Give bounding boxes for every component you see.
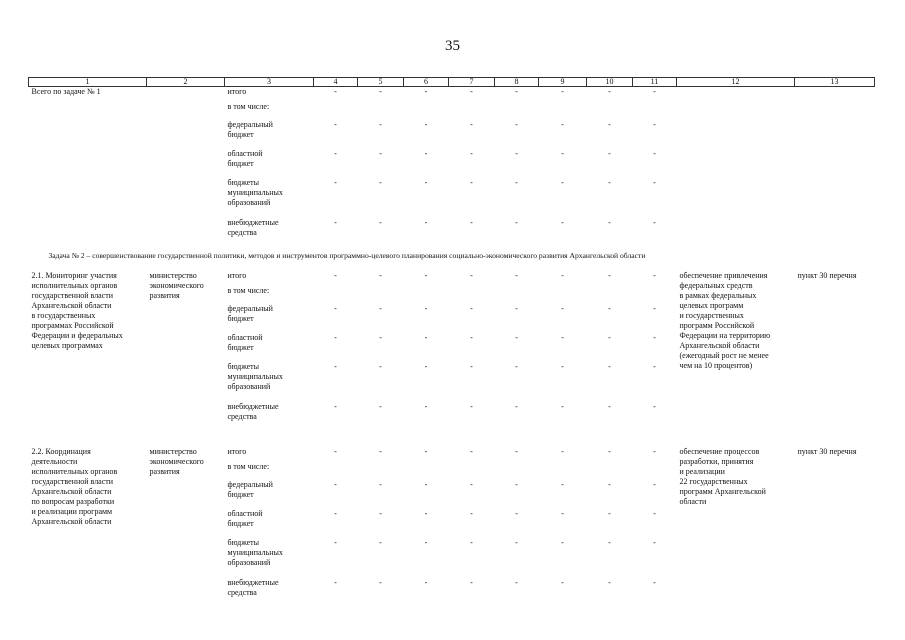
value-cell: - (653, 149, 656, 158)
text-line: министерство (149, 447, 197, 456)
text-line: развития (149, 291, 180, 300)
text-line: в том числе: (227, 286, 270, 295)
value-cell: - (561, 578, 564, 587)
column-header-3: 3 (225, 78, 314, 87)
value-cell: - (653, 304, 656, 313)
funding-source (225, 149, 314, 178)
value-cell: - (561, 447, 564, 456)
column-header-12: 12 (677, 78, 795, 87)
value-cell: - (515, 149, 518, 158)
funding-source (225, 480, 314, 509)
executor (147, 447, 225, 607)
value-cell: - (515, 538, 518, 547)
text-line: исполнительных органов (31, 467, 118, 476)
reference (795, 87, 875, 248)
text-line: Архангельской области (679, 341, 760, 350)
value-cell: - (424, 362, 428, 371)
value-cell: - (379, 304, 382, 313)
text-line: бюджеты (227, 362, 260, 371)
value-cell: - (424, 480, 428, 489)
value-cell: - (515, 271, 518, 280)
spacer-row (29, 431, 875, 447)
task-2-row (29, 247, 875, 271)
text-line: федеральных средств (679, 281, 753, 290)
value-cell (587, 102, 633, 120)
value-cell: - (424, 271, 428, 280)
text-line: обеспечение процессов (679, 447, 760, 456)
value-cell: - (608, 120, 611, 129)
value-cell: - (608, 87, 611, 96)
value-cell: - (515, 509, 518, 518)
funding-source (225, 509, 314, 538)
value-cell: - (515, 362, 518, 371)
value-cell: - (379, 333, 382, 342)
text-line: муниципальных (227, 188, 283, 197)
value-cell: - (379, 480, 382, 489)
expected-result (677, 87, 795, 248)
text-line: бюджет (227, 343, 254, 352)
value-cell: - (653, 271, 656, 280)
value-cell (404, 462, 449, 480)
value-cell: - (515, 402, 518, 411)
column-header-2: 2 (147, 78, 225, 87)
value-cell: - (561, 480, 564, 489)
value-cell: - (424, 304, 428, 313)
value-cell: - (561, 362, 564, 371)
value-cell: - (608, 333, 611, 342)
value-cell: - (653, 333, 656, 342)
value-cell: - (608, 271, 611, 280)
text-line: целевых программах (31, 341, 103, 350)
value-cell (314, 102, 358, 120)
value-cell: - (424, 218, 428, 227)
value-cell (358, 286, 404, 304)
value-cell: - (561, 218, 564, 227)
value-cell (587, 286, 633, 304)
value-cell: - (608, 538, 611, 547)
text-line: программ Российской (679, 321, 755, 330)
text-line: Архангельской области (31, 517, 112, 526)
text-line: бюджеты (227, 178, 260, 187)
value-cell: - (653, 402, 656, 411)
value-cell: - (470, 402, 473, 411)
value-cell: - (561, 149, 564, 158)
value-cell: - (424, 447, 428, 456)
value-cell: - (515, 480, 518, 489)
value-cell (633, 102, 677, 120)
funding-source (225, 578, 314, 607)
text-line: федеральный (227, 304, 273, 313)
value-cell: - (653, 538, 656, 547)
value-cell: - (334, 447, 337, 456)
column-header-7: 7 (449, 78, 495, 87)
column-header-10: 10 (587, 78, 633, 87)
value-cell: - (379, 120, 382, 129)
value-cell: - (379, 509, 382, 518)
text-line: образований (227, 198, 271, 207)
value-cell: - (334, 509, 337, 518)
value-cell: - (424, 509, 428, 518)
value-cell: - (379, 218, 382, 227)
value-cell: - (653, 218, 656, 227)
text-line: 22 государственных (679, 477, 748, 486)
value-cell: - (515, 178, 518, 187)
text-line: развития (149, 467, 180, 476)
value-cell: - (334, 87, 337, 96)
value-cell: - (653, 178, 656, 187)
text-line: бюджет (227, 490, 254, 499)
value-cell: - (334, 538, 337, 547)
value-cell: - (470, 578, 473, 587)
value-cell (404, 286, 449, 304)
value-cell: - (424, 402, 428, 411)
text-line: бюджет (227, 314, 254, 323)
value-cell: - (334, 120, 337, 129)
value-cell: - (608, 218, 611, 227)
funding-source (225, 102, 314, 120)
column-header-5: 5 (358, 78, 404, 87)
funding-source (225, 286, 314, 304)
funding-source (225, 462, 314, 480)
value-cell: - (608, 362, 611, 371)
text-line: бюджет (227, 130, 254, 139)
value-cell (495, 286, 539, 304)
value-cell (633, 462, 677, 480)
value-cell: - (470, 447, 473, 456)
value-cell: - (561, 538, 564, 547)
value-cell: - (470, 333, 473, 342)
text-line: муниципальных (227, 548, 283, 557)
funding-source (225, 333, 314, 362)
text-line: государственной власти (31, 291, 114, 300)
value-cell: - (424, 87, 428, 96)
column-header-13: 13 (795, 78, 875, 87)
value-cell: - (608, 578, 611, 587)
funding-source (225, 218, 314, 247)
activity-name: Всего по задаче № 1 (31, 87, 101, 96)
value-cell: - (424, 333, 428, 342)
value-cell: - (334, 362, 337, 371)
value-cell: - (424, 149, 428, 158)
text-line: и государственных (679, 311, 744, 320)
funding-source (225, 538, 314, 578)
page-number: 35 (445, 38, 460, 54)
reference: пункт 30 перечня (797, 447, 857, 456)
value-cell (449, 102, 495, 120)
value-cell: - (470, 362, 473, 371)
text-line: государственной власти (31, 477, 114, 486)
text-line: в государственных (31, 311, 96, 320)
value-cell: - (515, 447, 518, 456)
value-cell (404, 102, 449, 120)
funding-source (225, 271, 314, 286)
value-cell: - (424, 178, 428, 187)
value-cell: - (379, 178, 382, 187)
text-line: внебюджетные (227, 578, 279, 587)
value-cell: - (334, 178, 337, 187)
value-cell: - (653, 87, 656, 96)
text-line: образований (227, 382, 271, 391)
value-cell: - (379, 402, 382, 411)
funding-source (225, 447, 314, 462)
value-cell: - (470, 304, 473, 313)
value-cell (314, 286, 358, 304)
value-cell (495, 462, 539, 480)
text-line: итого (227, 87, 247, 96)
value-cell: - (561, 402, 564, 411)
value-cell (495, 102, 539, 120)
value-cell: - (561, 509, 564, 518)
text-line: средства (227, 228, 257, 237)
column-header-6: 6 (404, 78, 449, 87)
text-line: областной (227, 149, 263, 158)
value-cell: - (379, 362, 382, 371)
text-line: деятельности (31, 457, 78, 466)
text-line: и реализации (679, 467, 725, 476)
value-cell: - (379, 538, 382, 547)
value-cell (358, 102, 404, 120)
value-cell: - (334, 218, 337, 227)
value-cell: - (470, 87, 473, 96)
executor (147, 87, 225, 248)
text-line: программах Российской (31, 321, 114, 330)
value-cell: - (379, 447, 382, 456)
value-cell: - (515, 304, 518, 313)
text-line: 2.1. Мониторинг участия (31, 271, 117, 280)
value-cell (314, 462, 358, 480)
value-cell: - (608, 509, 611, 518)
value-cell: - (334, 333, 337, 342)
value-cell: - (470, 149, 473, 158)
reference: пункт 30 перечня (797, 271, 857, 280)
value-cell (539, 286, 587, 304)
value-cell: - (334, 480, 337, 489)
value-cell: - (608, 402, 611, 411)
text-line: обеспечение привлечения (679, 271, 768, 280)
value-cell (449, 286, 495, 304)
value-cell: - (334, 578, 337, 587)
text-line: программ Архангельской (679, 487, 766, 496)
value-cell: - (653, 480, 656, 489)
funding-source (225, 87, 314, 103)
text-line: областной (227, 509, 263, 518)
text-line: в рамках федеральных (679, 291, 757, 300)
value-cell: - (470, 120, 473, 129)
value-cell (539, 102, 587, 120)
value-cell: - (561, 120, 564, 129)
value-cell: - (653, 120, 656, 129)
value-cell: - (424, 538, 428, 547)
activity-name (29, 447, 147, 607)
text-line: образований (227, 558, 271, 567)
funding-source (225, 402, 314, 431)
text-line: внебюджетные (227, 218, 279, 227)
text-line: 2.2. Координация (31, 447, 91, 456)
value-cell: - (470, 271, 473, 280)
text-line: областной (227, 333, 263, 342)
funding-source (225, 120, 314, 149)
text-line: внебюджетные (227, 402, 279, 411)
value-cell: - (379, 271, 382, 280)
text-line: итого (227, 271, 247, 280)
value-cell: - (470, 178, 473, 187)
value-cell: - (653, 362, 656, 371)
value-cell: - (424, 578, 428, 587)
value-cell: - (470, 538, 473, 547)
text-line: министерство (149, 271, 197, 280)
text-line: Федерации на территорию (679, 331, 771, 340)
text-line: экономического (149, 281, 204, 290)
funding-source (225, 362, 314, 402)
table-header-row (29, 78, 875, 87)
expected-result (677, 447, 795, 607)
value-cell: - (515, 218, 518, 227)
value-cell: - (608, 178, 611, 187)
text-line: федеральный (227, 480, 273, 489)
value-cell: - (608, 447, 611, 456)
text-line: чем на 10 процентов) (679, 361, 753, 370)
value-cell: - (561, 178, 564, 187)
text-line: бюджеты (227, 538, 260, 547)
text-line: области (679, 497, 707, 506)
task-2-title: Задача № 2 – совершенствование государственной политики, методов и инструментов программно-целевого планирования социально-экономического развития Архангельской области (48, 251, 646, 260)
column-header-4: 4 (314, 78, 358, 87)
text-line: итого (227, 447, 247, 456)
value-cell: - (379, 149, 382, 158)
executor (147, 271, 225, 431)
value-cell: - (653, 447, 656, 456)
text-line: в том числе: (227, 462, 270, 471)
value-cell: - (515, 120, 518, 129)
text-line: и реализации программ (31, 507, 113, 516)
text-line: Федерации и федеральных (31, 331, 123, 340)
activity-name (29, 271, 147, 431)
text-line: средства (227, 412, 257, 421)
value-cell: - (470, 509, 473, 518)
value-cell: - (608, 480, 611, 489)
text-line: федеральный (227, 120, 273, 129)
text-line: муниципальных (227, 372, 283, 381)
value-cell: - (334, 271, 337, 280)
text-line: средства (227, 588, 257, 597)
value-cell: - (653, 578, 656, 587)
value-cell: - (334, 402, 337, 411)
column-header-8: 8 (495, 78, 539, 87)
funding-source (225, 178, 314, 218)
value-cell: - (424, 120, 428, 129)
value-cell: - (608, 149, 611, 158)
value-cell (449, 462, 495, 480)
text-line: Архангельской области (31, 301, 112, 310)
value-cell: - (561, 87, 564, 96)
text-line: целевых программ (679, 301, 744, 310)
value-cell (358, 462, 404, 480)
value-cell: - (561, 304, 564, 313)
column-header-9: 9 (539, 78, 587, 87)
text-line: в том числе: (227, 102, 270, 111)
value-cell (587, 462, 633, 480)
value-cell: - (470, 218, 473, 227)
program-table (28, 77, 875, 607)
text-line: разработки, принятия (679, 457, 754, 466)
funding-source (225, 304, 314, 333)
table-row (29, 447, 875, 462)
value-cell (539, 462, 587, 480)
text-line: бюджет (227, 159, 254, 168)
value-cell: - (379, 578, 382, 587)
value-cell: - (561, 271, 564, 280)
column-header-11: 11 (633, 78, 677, 87)
text-line: экономического (149, 457, 204, 466)
text-line: бюджет (227, 519, 254, 528)
column-header-1: 1 (29, 78, 147, 87)
value-cell: - (334, 304, 337, 313)
value-cell: - (515, 87, 518, 96)
value-cell: - (653, 509, 656, 518)
value-cell (633, 286, 677, 304)
value-cell: - (470, 480, 473, 489)
text-line: (ежегодный рост не менее (679, 351, 769, 360)
value-cell: - (561, 333, 564, 342)
table-row (29, 87, 875, 103)
value-cell: - (515, 578, 518, 587)
value-cell: - (379, 87, 382, 96)
table-row (29, 271, 875, 286)
text-line: исполнительных органов (31, 281, 118, 290)
value-cell: - (515, 333, 518, 342)
text-line: по вопросам разработки (31, 497, 115, 506)
value-cell: - (334, 149, 337, 158)
expected-result (677, 271, 795, 431)
value-cell: - (608, 304, 611, 313)
text-line: Архангельской области (31, 487, 112, 496)
